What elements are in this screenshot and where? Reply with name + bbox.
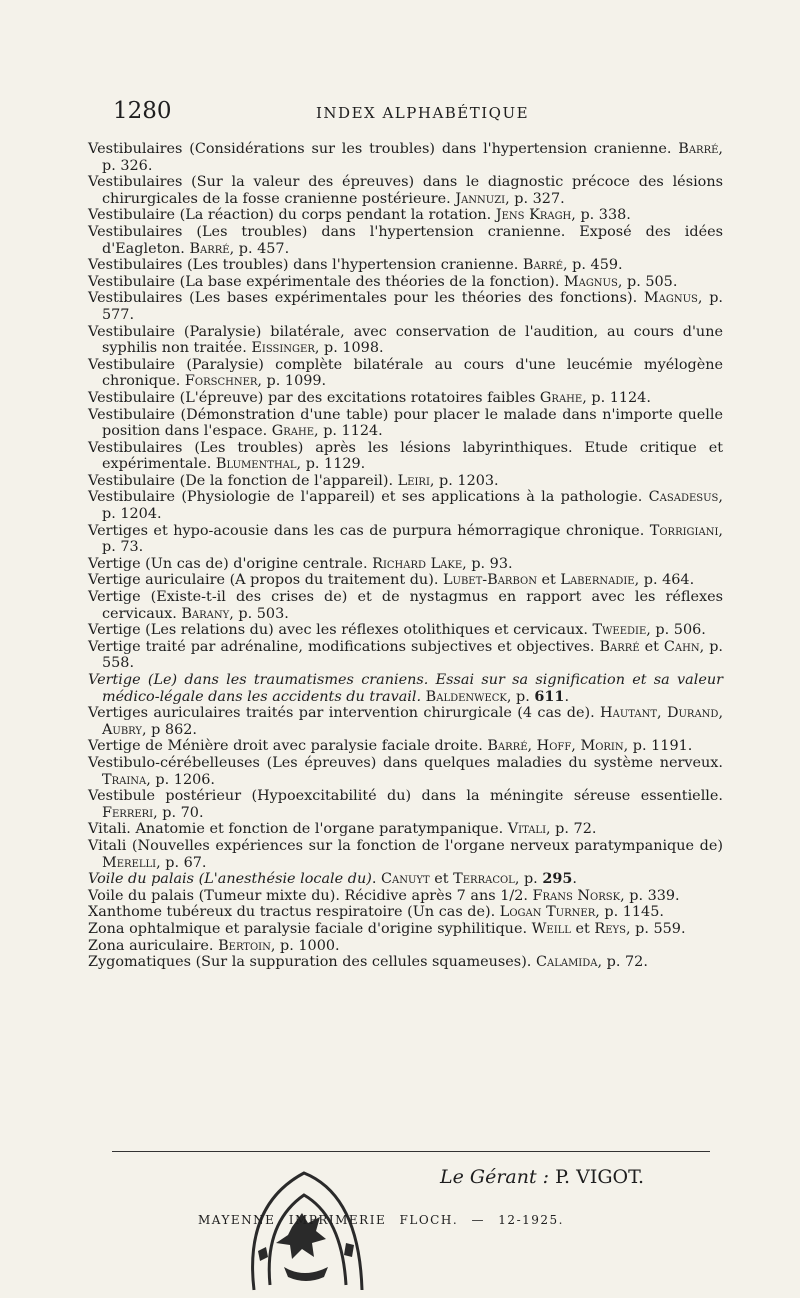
author-name: Aubry (102, 721, 142, 738)
author-name: Durand (666, 705, 719, 722)
entry-text: , p. 464. (634, 572, 695, 589)
author-name: Tweedie (592, 622, 647, 639)
entry-text: Vestibulaire (De la fonction de l'appareil). (88, 472, 398, 489)
entry-text: , p. 339. (620, 887, 680, 904)
author-name: Barré (599, 638, 640, 655)
entry-text: , p. 558. (102, 638, 723, 672)
entry-text: . (564, 688, 570, 705)
entry-title-italic: Voile du palais (L'anesthésie locale du) (88, 871, 372, 888)
entry-text: Vestibulo-cérébelleuses (Les épreuves) dans quelques maladies du système nerveux. (88, 754, 723, 771)
index-entry (88, 871, 723, 888)
author-name: Casadesus (648, 489, 719, 506)
printer-word: 12-1925. (498, 1213, 564, 1227)
entry-text: , p. 72. (546, 821, 597, 838)
entry-text: , (657, 705, 667, 722)
index-entry (88, 473, 723, 490)
index-entry (88, 738, 723, 755)
entry-text: et (536, 572, 561, 589)
index-entries (88, 141, 723, 971)
entry-text: , p. 1124. (582, 389, 651, 406)
index-entry (88, 838, 723, 871)
manager-signature-line (440, 1166, 644, 1188)
entry-text: Vitali (Nouvelles expériences sur la fonction de l'organe nerveux paratympanique de) (88, 837, 723, 854)
entry-text: Vertige de Ménière droit avec paralysie faciale droite. (88, 738, 488, 755)
page-number: 1280 (113, 98, 172, 124)
author-name: Reys (594, 920, 626, 937)
author-name: Forschner (184, 373, 258, 390)
index-entry (88, 821, 723, 838)
author-name: Lubet-Barbon (442, 572, 537, 589)
entry-text: . (572, 871, 577, 888)
entry-text: Voile du palais (Tumeur mixte du). Récidive après 7 ans 1/2. (88, 887, 533, 904)
entry-text: , p. 326. (102, 141, 723, 174)
entry-text: , (527, 738, 537, 755)
index-entry (88, 489, 723, 522)
index-entry (88, 141, 723, 174)
index-entry (88, 589, 723, 622)
index-entry (88, 788, 723, 821)
author-name: Barré (487, 738, 528, 755)
printer-word: MAYENNE (198, 1213, 276, 1227)
entry-text: Vertiges et hypo-acousie dans les cas de purpura hémorragique chronique. (88, 522, 650, 539)
author-name: Jens Kragh (495, 207, 572, 224)
author-name: Richard Lake (372, 555, 463, 572)
author-name: Cahn (663, 638, 700, 655)
author-name: Eissinger (251, 340, 315, 357)
index-entry (88, 523, 723, 556)
author-name: Terracol (453, 871, 515, 888)
index-entry (88, 224, 723, 257)
entry-text: , p. (514, 871, 543, 888)
author-name: Barré (678, 141, 719, 157)
entry-title-italic: Vertige (Le) dans les traumatismes craniens. Essai sur sa signification et sa valeur médico-légale dans les accidents du travail. (88, 672, 723, 705)
author-name: Torrigiani (649, 522, 719, 539)
author-name: Labernadie (560, 572, 635, 589)
index-entry (88, 904, 723, 921)
entry-text: Vestibulaire (Paralysie) complète bilatérale au cours d'une leucémie myélogène chronique. (88, 356, 723, 390)
running-title: INDEX ALPHABÉTIQUE (316, 104, 530, 122)
index-entry (88, 556, 723, 573)
index-entry (88, 572, 723, 589)
author-name: Barré (189, 240, 230, 257)
author-name: Bertoin (218, 937, 271, 954)
page-reference-bold: 611 (534, 687, 565, 705)
entry-text: et (429, 871, 454, 888)
entry-text: , p. 505. (617, 273, 678, 290)
entry-text: . (371, 871, 381, 888)
entry-text: Vestibulaire (L'épreuve) par des excitations rotatoires faibles (88, 389, 540, 406)
author-name: Barré (522, 257, 564, 274)
entry-text: Vertige auriculaire (A propos du traitement du). (88, 572, 443, 589)
entry-text: , p. 1203. (429, 472, 499, 489)
entry-text: , p. 1098. (314, 340, 384, 357)
index-entry (88, 705, 723, 738)
author-name: Morin (580, 738, 624, 755)
entry-text: , p. 1204. (102, 489, 723, 523)
entry-text: , p. 1145. (595, 904, 664, 921)
index-entry (88, 954, 723, 971)
entry-text: Vertige (Existe-t-il des crises de) et de nystagmus en rapport avec les réflexes cervicaux. (88, 589, 723, 622)
entry-text: Vestibulaires (Sur la valeur des épreuves) dans le diagnostic précoce des lésions chirurgicales de la fosse cranienne postérieure. (88, 174, 723, 207)
entry-text: , p. 1000. (270, 937, 340, 954)
entry-text: Vertiges auriculaires traités par intervention chirurgicale (4 cas de). (88, 705, 601, 722)
author-name: Weill (531, 920, 571, 937)
index-entry (88, 639, 723, 672)
author-name: Blumenthal (215, 456, 297, 473)
index-entry (88, 672, 723, 705)
index-entry (88, 938, 723, 955)
author-name: Jannuzi (455, 190, 506, 207)
entry-text: , p. 457. (229, 240, 290, 257)
entry-text: , p. 1099. (257, 373, 327, 390)
author-name: Hoff (536, 738, 572, 755)
author-name: Calamida (535, 954, 598, 971)
entry-text: , p. 1206. (146, 771, 215, 788)
index-entry (88, 622, 723, 639)
index-entry (88, 324, 723, 357)
printer-word: — (471, 1213, 485, 1227)
entry-text: , p. (506, 688, 535, 705)
entry-text: , p. 67. (156, 854, 207, 871)
printer-word: FLOCH. (399, 1213, 459, 1227)
entry-text: , p. 459. (563, 257, 623, 274)
author-name: Traina (102, 771, 147, 788)
entry-text: , p. 506. (646, 622, 706, 639)
entry-text: Vestibulaires (Les troubles) dans l'hypertension cranienne. Exposé des idées d'Eagleton. (88, 223, 723, 257)
index-entry (88, 274, 723, 291)
index-entry (88, 390, 723, 407)
entry-text: , p 862. (142, 721, 197, 738)
page-reference-bold: 295 (542, 870, 573, 888)
author-name: Canuyt (381, 871, 430, 888)
entry-text: Xanthome tubéreux du tractus respiratoire (Un cas de). (88, 904, 500, 921)
author-name: Leiri (397, 472, 430, 489)
entry-text: Vertige (Un cas de) d'origine centrale. (88, 555, 373, 572)
entry-text: , p. 72. (597, 954, 648, 971)
entry-text: Vestibulaires (Considérations sur les troubles) dans l'hypertension cranienne. (88, 141, 679, 157)
page-header (0, 0, 800, 130)
index-entry (88, 257, 723, 274)
entry-text: , p. 1129. (296, 456, 366, 473)
entry-text: , p. 559. (625, 920, 686, 937)
entry-text: Vestibulaire (Paralysie) bilatérale, avec conservation de l'audition, au cours d'une syphilis non traitée. (88, 323, 723, 357)
entry-text: , p. 338. (571, 207, 631, 224)
author-name: Grahe (271, 423, 315, 440)
entry-text: , p. 327. (505, 190, 565, 207)
entry-text: Vestibulaire (La base expérimentale des théories de la fonction). (88, 273, 564, 290)
entry-text: Zona auriculaire. (88, 937, 219, 954)
index-entry (88, 290, 723, 323)
author-name: Vitali (507, 821, 547, 838)
author-name: Hautant (600, 705, 658, 722)
entry-text: , p. 503. (229, 605, 289, 622)
entry-text: Zygomatiques (Sur la suppuration des cellules squameuses). (88, 954, 536, 971)
entry-text: Vestibulaire (Physiologie de l'appareil) et ses applications à la pathologie. (88, 489, 649, 506)
author-name: Magnus (643, 290, 698, 307)
index-entry (88, 755, 723, 788)
entry-text: et (639, 638, 664, 655)
entry-text: Vertige (Les relations du) avec les réflexes otolithiques et cervicaux. (88, 622, 593, 639)
entry-text: Vestibulaire (Démonstration d'une table) pour placer le malade dans n'importe quelle position dans l'espace. (88, 406, 723, 440)
author-name: Baldenweck (425, 688, 507, 705)
index-entry (88, 407, 723, 440)
author-name: Grahe (539, 389, 583, 406)
entry-text: , p. 1124. (314, 423, 383, 440)
author-name: Merelli (102, 854, 157, 871)
entry-text: , p. 70. (153, 804, 204, 821)
entry-text: et (570, 920, 595, 937)
printer-line (198, 1213, 572, 1227)
index-entry (88, 357, 723, 390)
entry-text: , p. 73. (102, 522, 723, 556)
author-name: Magnus (563, 273, 618, 290)
manager-name: P. VIGOT. (555, 1166, 645, 1188)
entry-text: Vertige traité par adrénaline, modifications subjectives et objectives. (88, 638, 600, 655)
entry-text: Vestibulaires (Les bases expérimentales pour les théories des fonctions). (88, 290, 644, 307)
author-name: Barany (181, 605, 230, 622)
index-entry (88, 174, 723, 207)
entry-text: Zona ophtalmique et paralysie faciale d'origine syphilitique. (88, 920, 532, 937)
entry-text: Vitali. Anatomie et fonction de l'organe paratympanique. (88, 821, 508, 838)
entry-text: Vestibulaires (Les troubles) après les lésions labyrinthiques. Etude critique et expérimentale. (88, 439, 723, 473)
entry-text: Vestibule postérieur (Hypoexcitabilité du) dans la méningite séreuse essentielle. (88, 788, 723, 805)
entry-text: , (718, 705, 724, 722)
entry-text: , p. 577. (102, 290, 724, 323)
entry-text: Vestibulaire (La réaction) du corps pendant la rotation. (88, 207, 496, 224)
index-entry (88, 207, 723, 224)
author-name: Ferreri (102, 804, 154, 821)
entry-text: , p. 1191. (623, 738, 693, 755)
index-entry (88, 888, 723, 905)
footer-rule (112, 1151, 710, 1152)
entry-text: Vestibulaires (Les troubles) dans l'hypertension cranienne. (88, 257, 523, 274)
index-entry (88, 921, 723, 938)
manager-label: Le Gérant : (440, 1166, 550, 1188)
printer-word: IMPRIMERIE (288, 1213, 387, 1227)
entry-text: , (571, 738, 581, 755)
author-name: Logan Turner (499, 904, 596, 921)
entry-text: , p. 93. (462, 555, 513, 572)
index-entry (88, 440, 723, 473)
author-name: Frans Norsk (532, 887, 621, 904)
